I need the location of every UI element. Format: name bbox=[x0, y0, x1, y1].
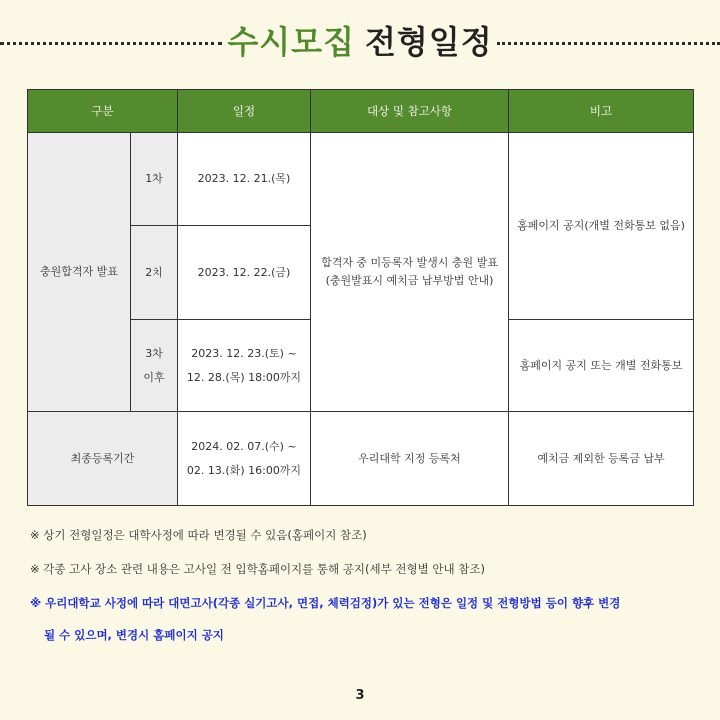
round-date: 2023. 12. 21.(목) bbox=[178, 133, 311, 226]
round-label: 1차 bbox=[131, 133, 178, 226]
header-schedule: 일정 bbox=[178, 90, 311, 133]
page-title-part1: 수시모집 bbox=[227, 23, 355, 61]
round-date-line: 12. 28.(목) 18:00까지 bbox=[186, 370, 302, 384]
header-target: 대상 및 참고사항 bbox=[311, 90, 509, 133]
note-item: ※ 각종 고사 장소 관련 내용은 고사일 전 입학홈페이지를 통해 공지(세부 전형별 안내 참조) bbox=[30, 562, 485, 576]
target-cell bbox=[311, 133, 509, 412]
round-label bbox=[131, 320, 178, 412]
page-title-part2: 전형일정 bbox=[365, 23, 493, 61]
schedule-table bbox=[27, 89, 694, 506]
final-date bbox=[178, 412, 311, 506]
table-row bbox=[28, 412, 694, 506]
round-date bbox=[178, 320, 311, 412]
note-item-highlight-cont: 될 수 있으며, 변경시 홈페이지 공지 bbox=[44, 628, 224, 642]
title-divider-right bbox=[497, 42, 720, 45]
table-header-row bbox=[28, 90, 694, 133]
final-target: 우리대학 지정 등록처 bbox=[311, 412, 509, 506]
round-label-line: 3차 bbox=[145, 346, 163, 360]
final-label: 최종등록기간 bbox=[28, 412, 178, 506]
note-item-highlight: ※ 우리대학교 사정에 따라 대면고사(각종 실기고사, 면접, 체력검정)가 있는 전형은 일정 및 전형방법 등이 향후 변경 bbox=[30, 596, 621, 610]
final-remarks: 예치금 제외한 등록금 납부 bbox=[509, 412, 694, 506]
remarks-cell: 홈페이지 공지(개별 전화통보 없음) bbox=[509, 133, 694, 320]
round-label-line: 이후 bbox=[143, 370, 165, 384]
remarks-cell: 홈페이지 공지 또는 개별 전화통보 bbox=[509, 320, 694, 412]
header-category: 구분 bbox=[28, 90, 178, 133]
final-date-line: 2024. 02. 07.(수) ~ bbox=[191, 439, 297, 453]
title-row bbox=[0, 14, 720, 66]
title-divider-left bbox=[0, 42, 222, 45]
table-row bbox=[28, 133, 694, 226]
round-label: 2치 bbox=[131, 226, 178, 320]
note-item: ※ 상기 전형일정은 대학사정에 따라 변경될 수 있음(홈페이지 참조) bbox=[30, 528, 367, 542]
page-title bbox=[227, 17, 492, 63]
target-line: 합격자 중 미등록자 발생시 충원 발표 bbox=[321, 256, 498, 269]
page-number: 3 bbox=[355, 688, 365, 703]
final-date-line: 02. 13.(화) 16:00까지 bbox=[186, 463, 302, 477]
group-label: 충원합격자 발표 bbox=[28, 133, 131, 412]
target-line: (충원발표시 예치금 납부방법 안내) bbox=[325, 274, 494, 287]
notes-section bbox=[30, 524, 700, 658]
round-date: 2023. 12. 22.(금) bbox=[178, 226, 311, 320]
round-date-line: 2023. 12. 23.(토) ~ bbox=[191, 346, 297, 360]
header-remarks: 비고 bbox=[509, 90, 694, 133]
